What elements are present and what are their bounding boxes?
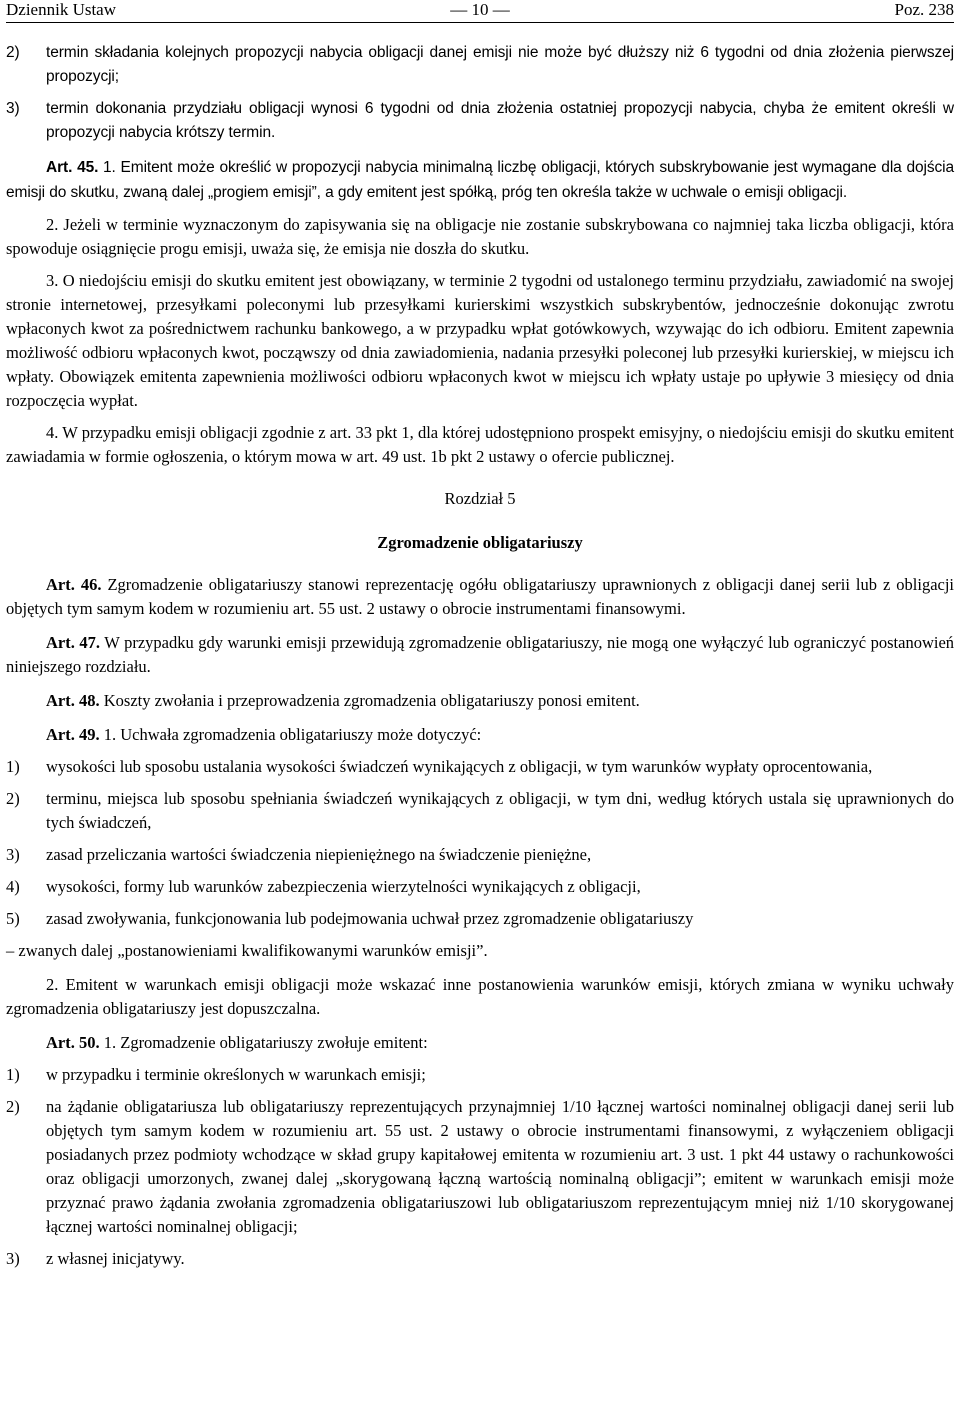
chapter-number: Rozdział 5 [444,489,516,508]
art45-para3: 3. O niedojściu emisji do skutku emitent jest obowiązany, w terminie 2 tygodni od ustalonego terminu przydziału, zawiadomić na swojej stronie internetowej, przesyłkami poleconymi lub przesyłkami kurierskimi wszystkich subskrybentów, jednocześnie dokonując zwrotu wpłaconych kwot za pośrednictwem rachunku bankowego, a w przypadku wpłat gotówkowych, wzywając do ich odbioru. Emitent zapewnia możliwość odbioru wpłaconych kwot, począwszy od dnia zawiadomienia, nadania przesyłki poleconej lub przesyłki kurierskiej, w miejscu ich wpłaty. Obowiązek emitenta zapewnienia możliwości odbioru wpłaconych kwot w miejscu ich wpłaty ustaje po upływie 3 miesięcy od dnia rozpoczęcia wypłat. [6,271,954,410]
art49-closing: – zwanych dalej „postanowieniami kwalifikowanymi warunków emisji”. [6,941,488,960]
list-item [6,41,954,89]
item-text: terminu, miejsca lub sposobu spełniania świadczeń wynikających z obligacji, w tym dni, według których ustala się uprawnionych do tych świadczeń, [46,789,954,832]
item-number: 5) [6,909,20,928]
article-heading: Art. 45. [46,159,99,176]
list-item [6,843,954,867]
art49-list [6,755,954,931]
item-number: 3) [6,100,20,117]
item-text: z własnej inicjatywy. [46,1249,185,1268]
item-number: 4) [6,877,20,896]
article-heading: Art. 50. [46,1033,100,1052]
paragraph-text: 1. Emitent może określić w propozycji nabycia minimalną liczbę obligacji, których subskrybowanie jest wymagane dla dojścia emisji do skutku, zwaną dalej „progiem emisji”, a gdy emitent jest spółką, próg ten określa także w uchwale o emisji obligacji. [6,159,955,201]
paragraph-text: 1. Zgromadzenie obligatariuszy zwołuje emitent: [103,1033,428,1052]
art47 [6,631,954,679]
art49-para1 [6,723,954,747]
item-text: zasad zwoływania, funkcjonowania lub podejmowania uchwał przez zgromadzenie obligatariuszy [46,909,694,928]
item-number: 2) [6,1097,20,1116]
item-text: zasad przeliczania wartości świadczenia niepieniężnego na świadczenie pieniężne, [46,845,592,864]
item-number: 3) [6,845,20,864]
paragraph-text: Koszty zwołania i przeprowadzenia zgromadzenia obligatariuszy ponosi emitent. [103,691,640,710]
article-heading: Art. 46. [46,575,102,594]
item-text: termin składania kolejnych propozycji nabycia obligacji danej emisji nie może być dłuższy niż 6 tygodni od dnia złożenia pierwszej propozycji; [46,44,954,85]
list-item [6,875,954,899]
art50-list [6,1063,954,1271]
paragraph-text: W przypadku gdy warunki emisji przewidują zgromadzenie obligatariuszy, nie mogą one wyłączyć lub ograniczyć postanowień niniejszego rozdziału. [6,633,955,676]
page-header [6,0,954,23]
chapter-title: Zgromadzenie obligatariuszy [377,533,583,552]
top-list [6,41,954,145]
article-heading: Art. 48. [46,691,100,710]
list-item [6,907,954,931]
article-heading: Art. 49. [46,725,100,744]
art45-para4: 4. W przypadku emisji obligacji zgodnie z art. 33 pkt 1, dla której udostępniono prospekt emisyjny, o niedojściu emisji do skutku emitent zawiadamia w formie ogłoszenia, o którym mowa w art. 49 ust. 1b pkt 2 ustawy o ofercie publicznej. [6,423,954,466]
item-number: 1) [6,1065,20,1084]
list-item [6,787,954,835]
item-text: wysokości lub sposobu ustalania wysokości świadczeń wynikających z obligacji, w tym warunków wypłaty oprocentowania, [46,757,873,776]
position-number: Poz. 238 [894,0,954,19]
item-text: w przypadku i terminie określonych w warunkach emisji; [46,1065,426,1084]
item-number: 1) [6,757,20,776]
art49-para2: 2. Emitent w warunkach emisji obligacji może wskazać inne postanowienia warunków emisji, których zmiana w wyniku uchwały zgromadzenia obligatariuszy jest dopuszczalna. [6,975,954,1018]
list-item [6,1063,954,1087]
item-text: wysokości, formy lub warunków zabezpieczenia wierzytelności wynikających z obligacji, [46,877,641,896]
list-item [6,1095,954,1239]
art45-para1 [6,155,954,205]
paragraph-text: 1. Uchwała zgromadzenia obligatariuszy może dotyczyć: [103,725,482,744]
art45-para2: 2. Jeżeli w terminie wyznaczonym do zapisywania się na obligacje nie zostanie subskrybowana co najmniej taka liczba obligacji, która spowoduje osiągnięcie progu emisji, uważa się, że emisja nie doszła do skutku. [6,215,954,258]
list-item [6,97,954,145]
list-item [6,755,954,779]
art48 [6,689,954,713]
page-number: — 10 — [450,0,510,19]
article-heading: Art. 47. [46,633,101,652]
journal-name: Dziennik Ustaw [6,0,117,19]
item-number: 2) [6,789,20,808]
item-number: 2) [6,44,20,61]
art50-para1 [6,1031,954,1055]
item-number: 3) [6,1249,20,1268]
item-text: na żądanie obligatariusza lub obligatariuszy reprezentujących przynajmniej 1/10 łącznej wartości nominalnej obligacji danej serii lub objętych tym samym kodem w rozumieniu art. 55 ust. 2 ustawy o obrocie instrumentami finansowymi, z wyłączeniem obligacji posiadanych przez podmioty wchodzące w skład grupy kapitałowej emitenta w rozumieniu art. 3 ust. 1 pkt 44 ustawy o rachunkowości oraz obligacji umorzonych, zwanej dalej „skorygowaną łączną wartością nominalną obligacji”; emitent w warunkach emisji może przyznać prawo żądania zwołania zgromadzenia obligatariuszowi lub obligatariuszom reprezentującym mniej niż 1/10 skorygowanej łącznej wartości nominalnej obligacji; [46,1097,954,1236]
art46 [6,573,954,621]
paragraph-text: Zgromadzenie obligatariuszy stanowi reprezentację ogółu obligatariuszy uprawnionych z obligacji danej serii lub z obligacji objętych tym samym kodem w rozumieniu art. 55 ust. 2 ustawy o obrocie instrumentami finansowymi. [6,575,955,618]
item-text: termin dokonania przydziału obligacji wynosi 6 tygodni od dnia złożenia ostatniej propozycji nabycia, chyba że emitent określi w propozycji nabycia krótszy termin. [46,100,954,141]
list-item [6,1247,954,1271]
